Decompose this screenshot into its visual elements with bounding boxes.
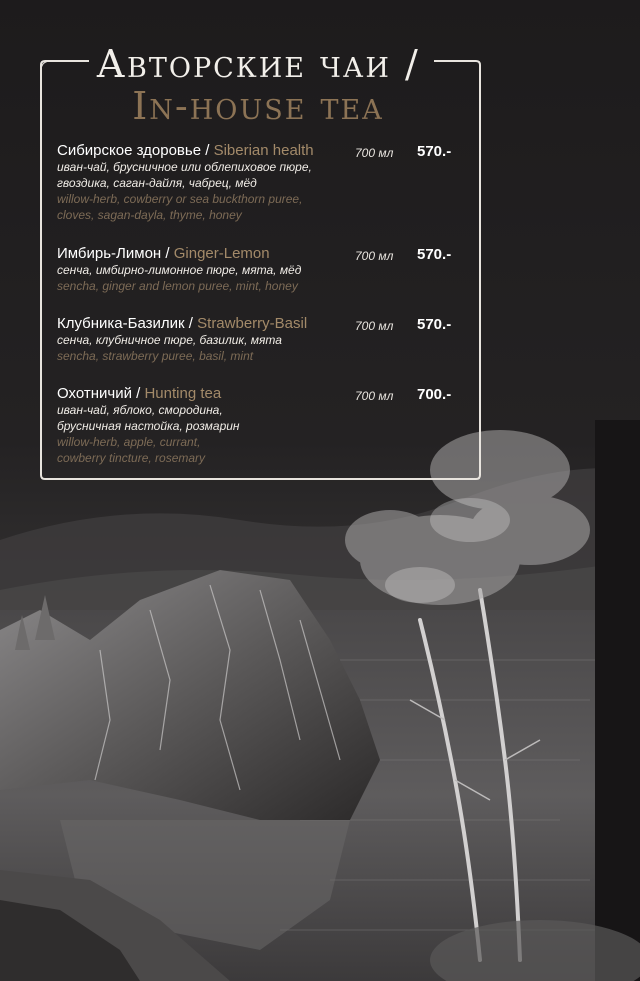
page-title: Авторские чаи / [96,42,420,86]
item-volume: 700 мл [355,389,394,403]
menu-item [57,142,467,223]
item-description-ru: сенча, клубничное пюре, базилик, мята [57,333,282,347]
item-name: Имбирь-Лимон / Ginger-Lemon [57,245,270,262]
item-volume: 700 мл [355,319,394,333]
menu-item [57,315,467,364]
item-price: 570.- [417,143,452,160]
item-description-en: willow-herb, apple, currant, cowberry tincture, rosemary [57,435,206,465]
item-description-ru: сенча, имбирно-лимонное пюре, мята, мёд [57,263,302,277]
item-description-en: willow-herb, cowberry or sea buckthorn puree, cloves, sagan-dayla, thyme, honey [57,192,303,222]
item-description-ru: иван-чай, яблоко, смородина, брусничная настойка, розмарин [57,403,240,433]
item-description-en: sencha, strawberry puree, basil, mint [57,349,254,363]
menu-item [57,385,467,466]
item-volume: 700 мл [355,249,394,263]
item-description-ru: иван-чай, брусничное или облепиховое пюре, гвоздика, саган-дайля, чабрец, мёд [57,160,312,190]
item-price: 570.- [417,316,452,333]
item-name: Охотничий / Hunting tea [57,385,222,402]
item-price: 700.- [417,386,452,403]
item-description-en: sencha, ginger and lemon puree, mint, honey [57,279,298,293]
item-price: 570.- [417,246,452,263]
item-volume: 700 мл [355,146,394,160]
page-subtitle: In-house tea [132,84,384,128]
item-name: Клубника-Базилик / Strawberry-Basil [57,315,308,332]
menu-item [57,245,467,294]
item-name: Сибирское здоровье / Siberian health [57,142,314,159]
